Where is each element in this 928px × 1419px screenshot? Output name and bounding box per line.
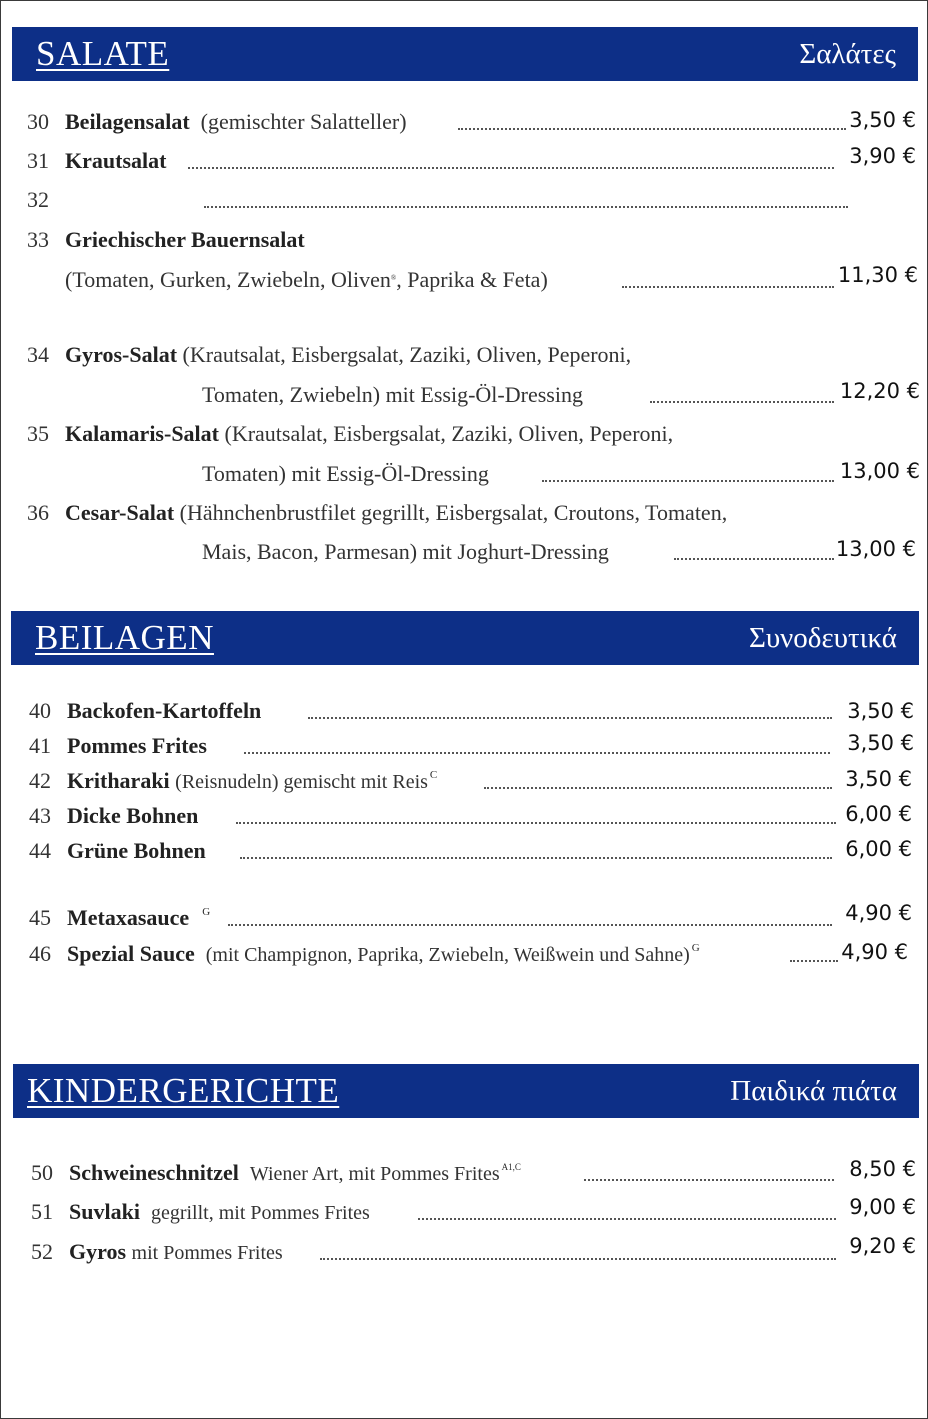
section-banner-beilagen	[11, 611, 919, 665]
item-description: mit Pommes Frites	[131, 1242, 283, 1264]
dot-leader	[244, 748, 830, 754]
menu-item	[27, 187, 65, 213]
item-name: Pommes Frites	[67, 733, 207, 758]
dot-leader	[650, 397, 834, 403]
menu-item	[27, 421, 673, 447]
dot-leader	[228, 920, 832, 926]
dot-leader	[542, 476, 834, 482]
item-number: 52	[31, 1239, 53, 1264]
item-number: 43	[29, 803, 51, 828]
dot-leader	[790, 956, 838, 962]
item-name: Dicke Bohnen	[67, 803, 199, 828]
item-name: Griechischer Bauernsalat	[65, 227, 305, 252]
item-name: Suvlaki	[69, 1199, 140, 1224]
item-number: 34	[27, 342, 49, 367]
item-price: 13,00 €	[839, 459, 920, 483]
item-price: 9,00 €	[849, 1195, 916, 1219]
section-title: BEILAGEN	[35, 618, 214, 657]
section-greek-title: Σαλάτες	[799, 37, 896, 70]
item-name: Grüne Bohnen	[67, 838, 206, 863]
item-price: 9,20 €	[849, 1234, 916, 1258]
dot-leader	[204, 202, 848, 208]
item-price: 13,00 €	[835, 537, 916, 561]
dot-leader	[418, 1214, 836, 1220]
item-description: (mit Champignon, Paprika, Zwiebeln, Weißwein und Sahne)	[205, 944, 690, 966]
item-name: Metaxasauce	[67, 905, 190, 930]
menu-item	[27, 500, 727, 526]
dot-leader	[584, 1175, 834, 1181]
item-number: 51	[31, 1199, 53, 1224]
item-number: 36	[27, 500, 49, 525]
item-description: (Hähnchenbrustfilet gegrillt, Eisbergsalat, Croutons, Tomaten,	[179, 500, 728, 525]
item-number: 31	[27, 148, 49, 173]
item-description: (Krautsalat, Eisbergsalat, Zaziki, Oliven, Peperoni,	[224, 421, 674, 446]
item-price: 8,50 €	[849, 1157, 916, 1181]
allergen-mark: ®	[390, 274, 397, 282]
section-title: KINDERGERICHTE	[27, 1071, 340, 1110]
item-name: Kalamaris-Salat	[65, 421, 219, 446]
item-description-line	[202, 461, 489, 487]
dot-leader	[236, 818, 836, 824]
menu-item	[29, 768, 437, 795]
item-price: 3,50 €	[849, 108, 916, 132]
item-number: 33	[27, 227, 49, 252]
allergen-mark: C	[429, 769, 438, 781]
section-banner-kinder	[13, 1064, 919, 1118]
menu-item	[29, 733, 207, 759]
dot-leader	[674, 554, 834, 560]
item-price: 3,50 €	[847, 731, 914, 755]
item-price: 6,00 €	[845, 802, 912, 826]
item-name: Gyros	[69, 1239, 127, 1264]
dot-leader	[458, 124, 846, 130]
menu-item	[27, 227, 305, 253]
allergen-mark: A1,C	[501, 1162, 521, 1172]
menu-item	[31, 1199, 370, 1226]
item-number: 41	[29, 733, 51, 758]
item-name: Kritharaki	[67, 768, 170, 793]
menu-item	[29, 941, 700, 968]
section-banner-salate	[12, 27, 918, 81]
item-description-line	[202, 382, 583, 408]
dot-leader	[320, 1254, 836, 1260]
menu-item	[27, 342, 631, 368]
item-description: Tomaten) mit Essig-Öl-Dressing	[202, 461, 489, 486]
section-greek-title: Παιδικά πιάτα	[730, 1074, 897, 1107]
item-description-line	[202, 539, 609, 565]
item-description: (gemischter Salatteller)	[200, 109, 407, 134]
menu-item	[29, 905, 210, 931]
menu-item	[29, 838, 206, 864]
item-number: 32	[27, 187, 49, 212]
item-description: Tomaten, Zwiebeln) mit Essig-Öl-Dressing	[202, 382, 583, 407]
item-name: Beilagensalat	[65, 109, 190, 134]
dot-leader	[188, 163, 834, 169]
allergen-mark: G	[202, 906, 211, 918]
item-number: 40	[29, 698, 51, 723]
item-number: 46	[29, 941, 51, 966]
menu-item	[31, 1160, 521, 1187]
item-name: Spezial Sauce	[67, 941, 195, 966]
item-price: 11,30 €	[837, 263, 918, 287]
item-name: Krautsalat	[65, 148, 167, 173]
item-description-line	[65, 267, 548, 293]
item-description: (Tomaten, Gurken, Zwiebeln, Oliven	[65, 267, 391, 292]
item-price: 4,90 €	[845, 901, 912, 925]
menu-item	[27, 148, 166, 174]
allergen-mark: G	[691, 942, 700, 954]
item-price: 3,50 €	[845, 767, 912, 791]
section-title: SALATE	[36, 34, 170, 73]
item-number: 35	[27, 421, 49, 446]
item-number: 45	[29, 905, 51, 930]
item-number: 44	[29, 838, 51, 863]
menu-item	[29, 698, 261, 724]
item-price: 3,50 €	[847, 699, 914, 723]
item-price: 6,00 €	[845, 837, 912, 861]
item-description: (Reisnudeln) gemischt mit Reis	[175, 771, 428, 793]
item-number: 42	[29, 768, 51, 793]
item-description: gegrillt, mit Pommes Frites	[150, 1202, 370, 1224]
section-greek-title: Συνοδευτικά	[748, 621, 897, 654]
dot-leader	[622, 282, 834, 288]
dot-leader	[308, 713, 832, 719]
menu-item	[31, 1239, 283, 1266]
menu-item	[29, 803, 198, 829]
dot-leader	[240, 853, 832, 859]
item-name: Gyros-Salat	[65, 342, 178, 367]
dot-leader	[484, 783, 832, 789]
item-description: Mais, Bacon, Parmesan) mit Joghurt-Dressing	[202, 539, 609, 564]
item-description: (Krautsalat, Eisbergsalat, Zaziki, Oliven, Peperoni,	[182, 342, 632, 367]
item-name: Schweineschnitzel	[69, 1160, 239, 1185]
item-price: 3,90 €	[849, 144, 916, 168]
item-number: 30	[27, 109, 49, 134]
item-description: Wiener Art, mit Pommes Frites	[249, 1163, 500, 1185]
item-number: 50	[31, 1160, 53, 1185]
item-name: Cesar-Salat	[65, 500, 175, 525]
item-description: , Paprika & Feta)	[396, 267, 548, 292]
menu-item	[27, 109, 407, 135]
item-price: 4,90 €	[841, 940, 908, 964]
item-price: 12,20 €	[839, 379, 920, 403]
item-name: Backofen-Kartoffeln	[67, 698, 262, 723]
